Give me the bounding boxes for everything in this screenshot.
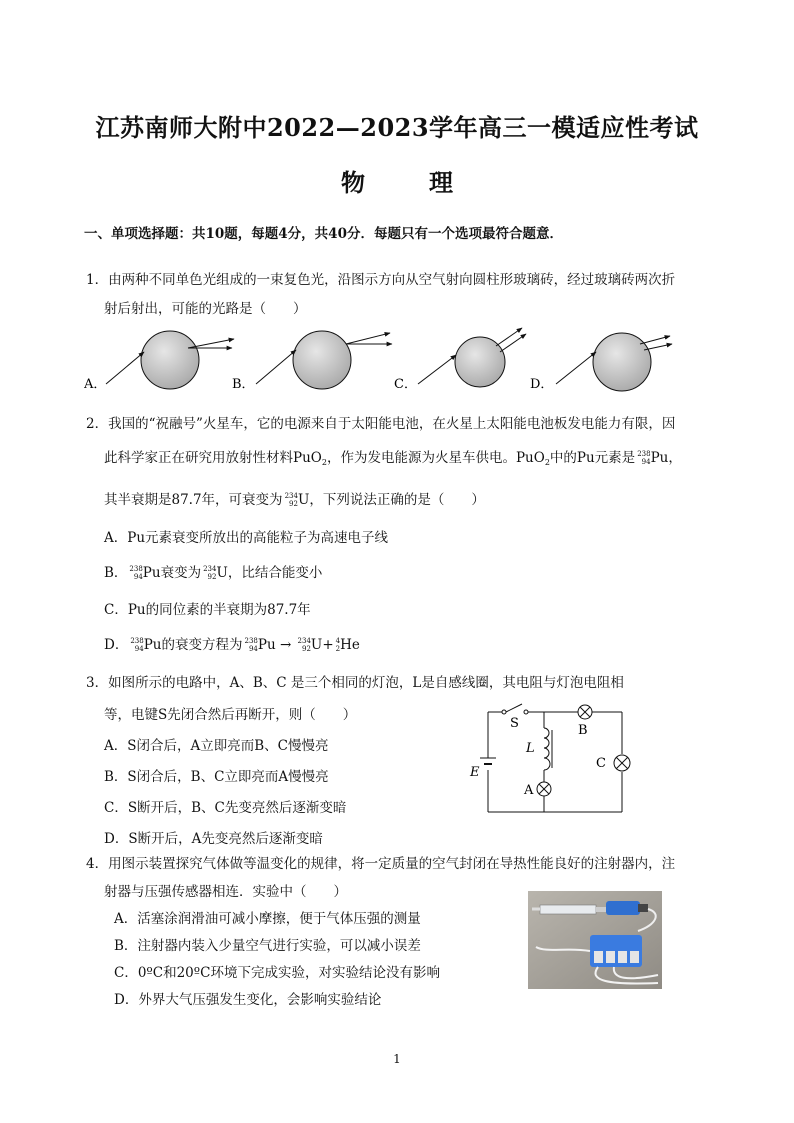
label-L: L <box>526 741 535 756</box>
q4-option-c[interactable]: C．0ºC和20ºC环境下完成实验，对实验结论没有影响 <box>114 965 440 981</box>
label-A: A <box>524 783 534 798</box>
q2-stem-line1: 2．我国的“祝融号”火星车，它的电源来自于太阳能电池，在火星上太阳能电池板发电能力有限，因 <box>86 416 676 432</box>
label-C: C <box>596 756 606 771</box>
q1-option-b-label: B． <box>232 377 255 392</box>
q2-option-b[interactable]: B． 238 94 Pu衰变为 234 92 U，比结合能变小 <box>104 565 323 581</box>
q1-stem-line2: 射后射出，可能的光路是（ ） <box>104 301 307 317</box>
q1-stem-line1: 1．由两种不同单色光组成的一束复色光，沿图示方向从空气射向圆柱形玻璃砖，经过玻璃砖两次折 <box>86 272 676 288</box>
q3-option-a[interactable]: A．S闭合后，A立即亮而B、C慢慢亮 <box>104 738 329 754</box>
label-B: B <box>578 723 588 738</box>
q4-option-a[interactable]: A．活塞涂润滑油可减小摩擦，便于气体压强的测量 <box>114 911 421 927</box>
page-number: 1 <box>393 1052 401 1066</box>
q2-option-c[interactable]: C．Pu的同位素的半衰期为87.7年 <box>104 602 311 618</box>
q1-figure-c <box>394 328 526 392</box>
q3-circuit-diagram <box>466 700 636 818</box>
q1-figure-d <box>530 333 672 392</box>
q3-option-b[interactable]: B．S闭合后，B、C立即亮而A慢慢亮 <box>104 769 329 785</box>
q4-option-b[interactable]: B．注射器内装入少量空气进行实验，可以减小误差 <box>114 938 421 954</box>
q3-stem-line2: 等，电键S先闭合然后再断开，则（ ） <box>104 707 357 723</box>
q3-option-c[interactable]: C．S断开后，B、C先变亮然后逐渐变暗 <box>104 800 347 816</box>
q2-option-d[interactable]: D． 238 94 Pu的衰变方程为 238 94 Pu → 234 92 U+ 4 2 He <box>104 637 360 653</box>
q1-option-a-label: A． <box>84 377 107 392</box>
q1-option-c-label: C． <box>394 377 417 392</box>
subject-title: 物 理 <box>341 168 473 197</box>
q2-option-a[interactable]: A．Pu元素衰变所放出的高能粒子为高速电子线 <box>104 530 389 546</box>
q4-stem-line1: 4．用图示装置探究气体做等温变化的规律，将一定质量的空气封闭在导热性能良好的注射器内，注 <box>86 856 676 872</box>
q1-figure-b <box>232 331 392 392</box>
q4-stem-line2: 射器与压强传感器相连．实验中（ ） <box>104 884 347 900</box>
q4-option-d[interactable]: D．外界大气压强发生变化，会影响实验结论 <box>114 992 382 1008</box>
label-S: S <box>510 716 519 731</box>
q1-figure-a <box>84 331 234 392</box>
q1-option-d-label: D． <box>530 377 554 392</box>
exam-title: 江苏南师大附中2022—2023学年高三一模适应性考试 <box>95 113 699 142</box>
isotope-pu-238: 238 94 <box>637 450 651 466</box>
q4-apparatus-photo <box>528 891 662 989</box>
q3-option-d[interactable]: D．S断开后，A先变亮然后逐渐变暗 <box>104 831 323 847</box>
q2-stem-line3: 其半衰期是87.7年，可衰变为 234 92 U，下列说法正确的是（ ） <box>104 492 485 508</box>
isotope-u-234: 234 92 <box>284 492 298 508</box>
label-E: E <box>470 765 480 780</box>
q1-figures <box>84 322 684 394</box>
q3-stem-line1: 3．如图所示的电路中，A、B、C 是三个相同的灯泡，L是自感线圈，其电阻与灯泡电阻相 <box>86 675 624 691</box>
q2-stem-line2: 此科学家正在研究用放射性材料PuO$_2$，作为发电能源为火星车供电。PuO$_2$中的Pu元素是 238 94 Pu， <box>104 450 682 467</box>
section-heading: 一、单项选择题：共10题，每题4分，共40分．每题只有一个选项最符合题意． <box>84 226 563 242</box>
